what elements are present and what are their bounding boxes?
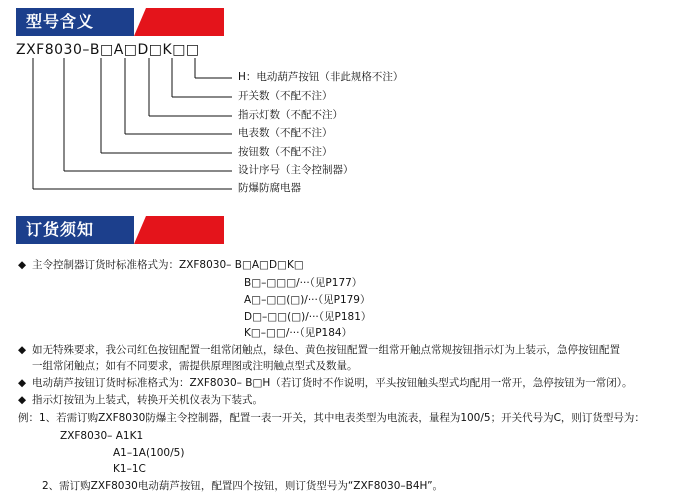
diamond-bullet-icon: ◆ — [18, 344, 27, 356]
section-title: 型号含义 — [26, 12, 95, 31]
legend-item-switch-count: 开关数（不配不注） — [238, 90, 333, 102]
section-title: 订货须知 — [26, 220, 95, 239]
diamond-bullet-icon: ◆ — [18, 377, 27, 389]
legend-item-design-serial: 设计序号（主令控制器） — [238, 164, 354, 176]
format-line-d: D□–□□(□)/···（见P181） — [244, 311, 372, 323]
section-banner-ordering-info — [16, 216, 224, 244]
legend-item-indicator-count: 指示灯数（不配不注） — [238, 109, 343, 121]
example-1-code: ZXF8030– A1K1 — [60, 430, 144, 442]
format-line-b: B□–□□□/···（见P177） — [244, 277, 363, 289]
legend-item-explosion-proof: 防爆防腐电器 — [238, 182, 301, 194]
format-line-a: A□–□□(□)/···（见P179） — [244, 294, 371, 306]
example-1: 例：1、若需订购ZXF8030防爆主令控制器，配置一表一开关，其中电表类型为电流表，量程为100/5；开关代号为C，则订货型号为： — [18, 412, 645, 424]
note-controller-format: ◆ 主令控制器订货时标准格式为：ZXF8030– B□A□D□K□ — [18, 259, 304, 271]
note-contact-config: ◆ 如无特殊要求，我公司红色按钮配置一组常闭触点，绿色、黄色按钮配置一组常开触点常规按钮指示灯为上装示，急停按钮配置 — [18, 344, 620, 356]
legend-item-button-count: 按钮数（不配不注） — [238, 146, 333, 158]
diamond-bullet-icon: ◆ — [18, 259, 27, 271]
model-code: ZXF8030–B□A□D□K□□ — [16, 42, 200, 58]
example-2: 2、需订购ZXF8030电动葫芦按钮，配置四个按钮，则订货型号为“ZXF8030–B4H”。 — [42, 480, 444, 492]
diamond-bullet-icon: ◆ — [18, 394, 27, 406]
legend-item-meter-count: 电表数（不配不注） — [238, 127, 333, 139]
note-contact-config-line2: 一组常闭触点；如有不同要求，需提供原理图或注明触点型式及数量。 — [32, 360, 358, 372]
format-line-k: K□–□□/···（见P184） — [244, 327, 353, 339]
note-mounting: ◆ 指示灯按钮为上装式，转换开关机仪表为下装式。 — [18, 394, 263, 406]
note-hoist-format: ◆ 电动葫芦按钮订货时标准格式为：ZXF8030– B□H（若订货时不作说明，平头按钮触头型式均配用一常开，急停按钮为一常闭）。 — [18, 377, 633, 389]
example-1-meter: A1–1A(100/5) — [113, 447, 185, 459]
example-1-switch: K1–1C — [113, 463, 146, 475]
legend-item-h: H：电动葫芦按钮（非此规格不注） — [238, 71, 404, 83]
banner-red-block — [134, 216, 224, 244]
